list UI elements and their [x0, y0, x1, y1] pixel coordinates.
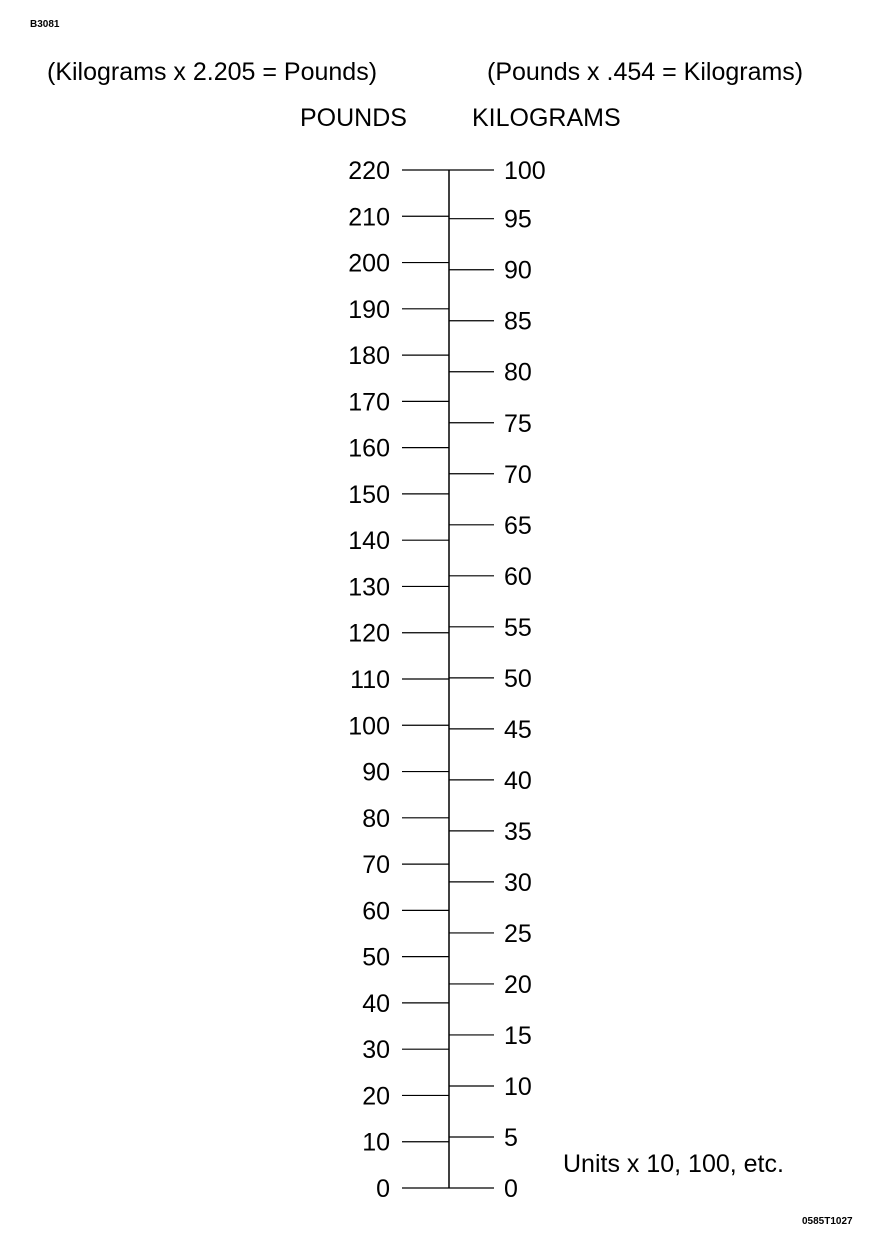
pounds-tick-label: 180 — [348, 342, 390, 371]
kilograms-tick-label: 95 — [504, 205, 532, 234]
kilograms-tick-label: 30 — [504, 868, 532, 897]
kilograms-tick-label: 15 — [504, 1021, 532, 1050]
pounds-tick-label: 90 — [362, 758, 390, 787]
pounds-column-header: POUNDS — [300, 104, 407, 132]
pounds-tick-label: 140 — [348, 527, 390, 556]
kilograms-tick-label: 5 — [504, 1123, 518, 1152]
kilograms-tick-label: 85 — [504, 307, 532, 336]
kilograms-to-pounds-formula: (Kilograms x 2.205 = Pounds) — [47, 58, 378, 86]
kilograms-tick-label: 0 — [504, 1175, 518, 1203]
kilograms-tick-label: 55 — [504, 613, 532, 642]
pounds-tick-label: 70 — [362, 851, 390, 880]
kilograms-tick-label: 50 — [504, 664, 532, 693]
pounds-tick-label: 60 — [362, 897, 390, 926]
kilograms-tick-label: 10 — [504, 1072, 532, 1101]
units-note: Units x 10, 100, etc. — [563, 1150, 784, 1178]
kilograms-tick-label: 100 — [504, 157, 546, 185]
kilograms-tick-label: 45 — [504, 715, 532, 744]
kilograms-tick-label: 65 — [504, 511, 532, 540]
kilograms-tick-label: 35 — [504, 817, 532, 846]
kilograms-tick-label: 80 — [504, 358, 532, 387]
pounds-tick-label: 160 — [348, 434, 390, 463]
kilograms-tick-label: 25 — [504, 919, 532, 948]
kilograms-tick-label: 90 — [504, 256, 532, 285]
pounds-tick-label: 100 — [348, 712, 390, 741]
kilograms-tick-label: 60 — [504, 562, 532, 591]
pounds-tick-label: 80 — [362, 804, 390, 833]
pounds-tick-label: 210 — [348, 203, 390, 232]
pounds-tick-label: 200 — [348, 249, 390, 278]
pounds-tick-label: 190 — [348, 295, 390, 324]
document-code: B3081 — [30, 19, 60, 30]
pounds-to-kilograms-formula: (Pounds x .454 = Kilograms) — [487, 58, 804, 86]
pounds-tick-label: 50 — [362, 943, 390, 972]
kilograms-column-header: KILOGRAMS — [472, 104, 621, 132]
pounds-tick-label: 10 — [362, 1128, 390, 1157]
pounds-tick-label: 110 — [350, 666, 390, 694]
pounds-tick-label: 20 — [362, 1082, 390, 1111]
kilograms-tick-label: 75 — [504, 409, 532, 438]
pounds-tick-label: 220 — [348, 157, 390, 185]
pounds-tick-label: 30 — [362, 1036, 390, 1065]
pounds-tick-label: 130 — [348, 573, 390, 602]
pounds-tick-label: 170 — [348, 388, 390, 417]
pounds-tick-label: 0 — [376, 1175, 390, 1203]
figure-code: 0585T1027 — [802, 1216, 853, 1227]
pounds-tick-label: 150 — [348, 480, 390, 509]
kilograms-tick-label: 70 — [504, 460, 532, 489]
kilograms-tick-label: 40 — [504, 766, 532, 795]
kilograms-tick-label: 20 — [504, 970, 532, 999]
pounds-tick-label: 40 — [362, 989, 390, 1018]
pounds-tick-label: 120 — [348, 619, 390, 648]
